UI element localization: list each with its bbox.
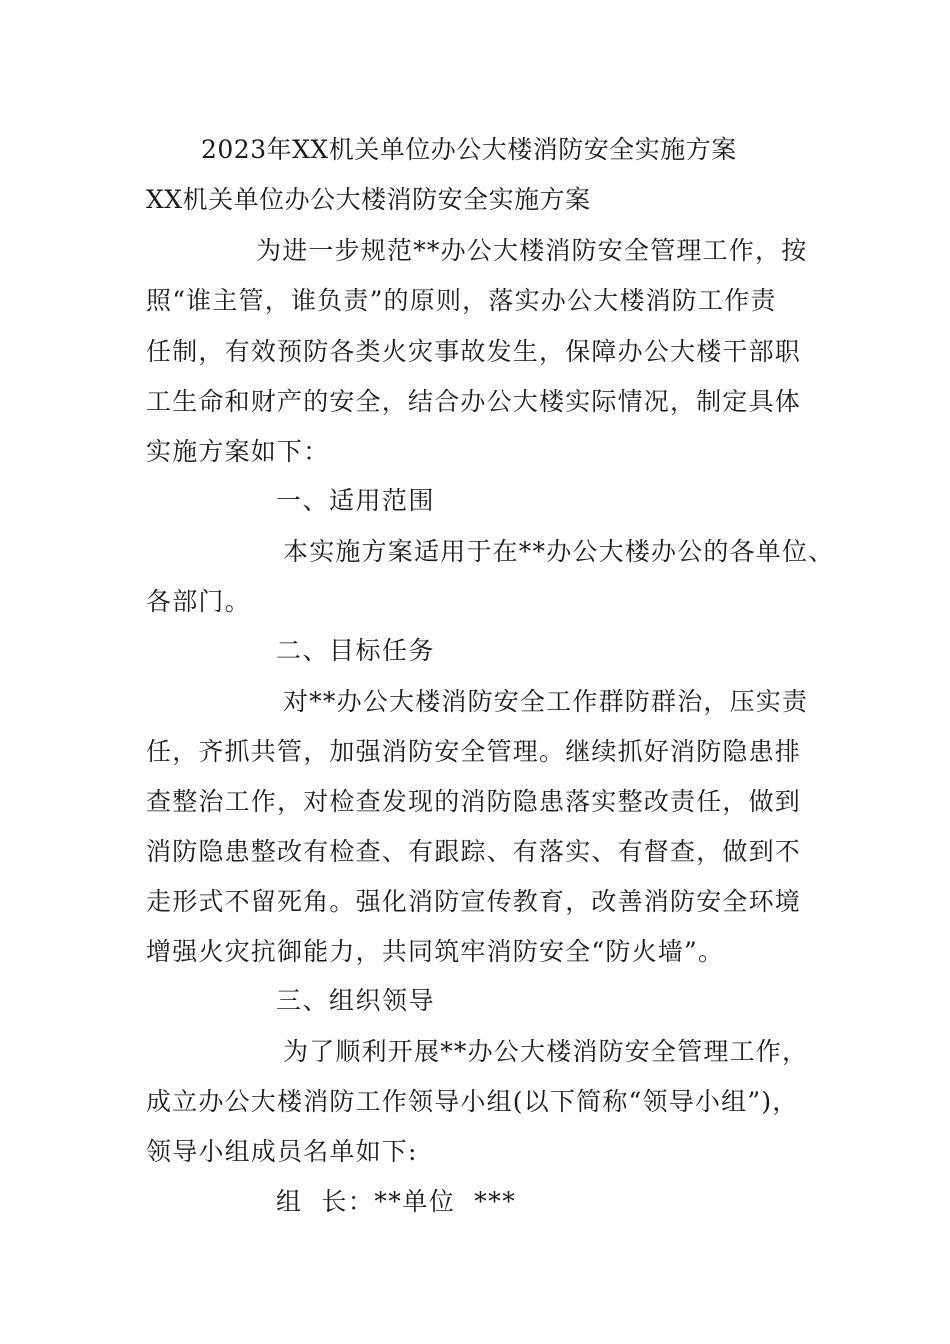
section-heading-scope: 一、适用范围 [276, 486, 436, 515]
section3-line-1: 为了顺利开展**办公大楼消防安全管理工作， [283, 1037, 809, 1066]
intro-line-4: 工生命和财产的安全，结合办公大楼实际情况，制定具体 [146, 387, 802, 416]
document-title: 2023年XX机关单位办公大楼消防安全实施方案 [201, 135, 737, 164]
section3-line-2: 成立办公大楼消防工作领导小组(以下简称“领导小组”)， [146, 1087, 799, 1116]
section2-line-1: 对**办公大楼消防安全工作群防群治，压实责 [283, 687, 809, 716]
section1-line-1: 本实施方案适用于在**办公大楼办公的各单位、 [283, 537, 835, 566]
document-subtitle: XX机关单位办公大楼消防安全实施方案 [146, 185, 591, 214]
section2-line-4: 消防隐患整改有检查、有跟踪、有落实、有督查，做到不 [146, 837, 802, 866]
section-heading-organization: 三、组织领导 [276, 986, 436, 1015]
intro-line-1: 为进一步规范**办公大楼消防安全管理工作，按 [256, 236, 808, 265]
section2-line-6: 增强火灾抗御能力，共同筑牢消防安全“防火墙”。 [146, 937, 725, 966]
section-heading-goals: 二、目标任务 [276, 636, 436, 665]
section2-line-5: 走形式不留死角。强化消防宣传教育，改善消防安全环境 [146, 887, 802, 916]
section2-line-3: 查整治工作，对检查发现的消防隐患落实整改责任，做到 [146, 787, 802, 816]
intro-line-3: 任制，有效预防各类火灾事故发生，保障办公大楼干部职 [146, 337, 802, 366]
section2-line-2: 任，齐抓共管，加强消防安全管理。继续抓好消防隐患排 [146, 737, 802, 766]
section3-line-3: 领导小组成员名单如下: [146, 1137, 418, 1166]
leader-entry: 组 长：**单位 *** [276, 1187, 517, 1216]
intro-line-5: 实施方案如下： [146, 437, 330, 466]
intro-line-2: 照“谁主管，谁负责”的原则，落实办公大楼消防工作责 [146, 286, 777, 315]
section1-line-2: 各部门。 [146, 587, 251, 616]
